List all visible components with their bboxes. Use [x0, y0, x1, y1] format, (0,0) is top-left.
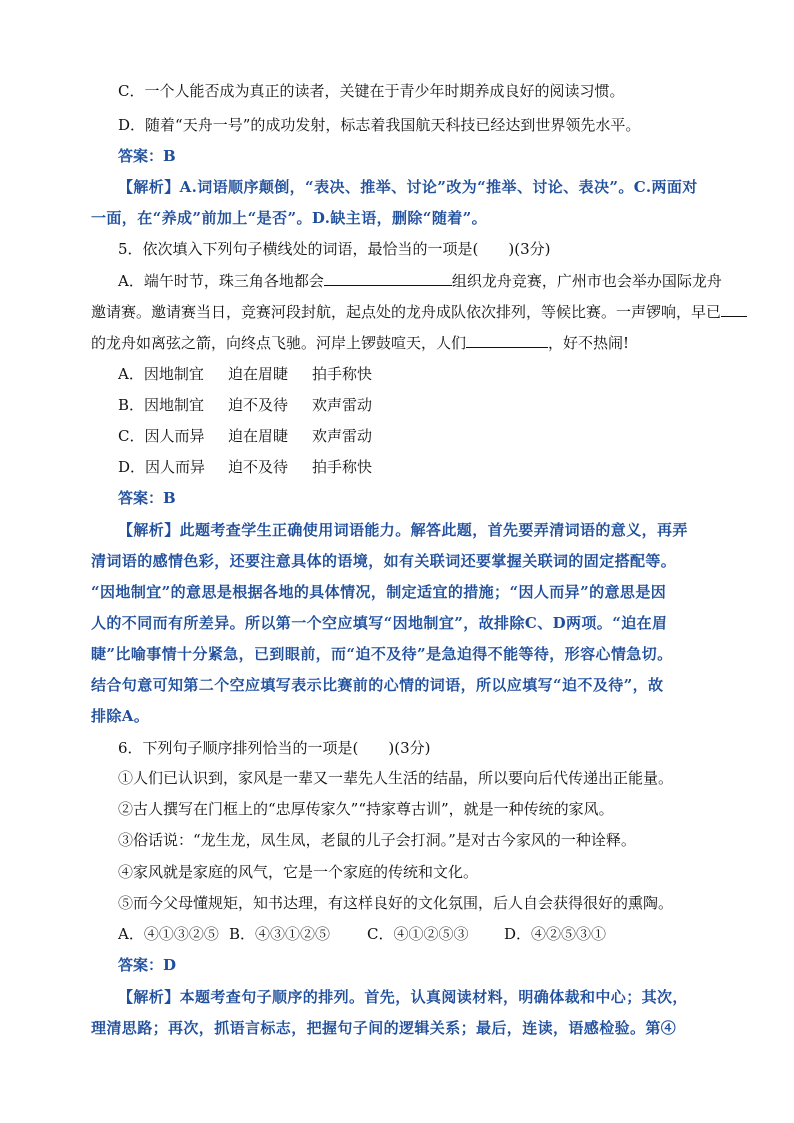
q5-option-b-word-3: 欢声雷动: [312, 396, 373, 414]
q6-options: [118, 924, 606, 944]
q5-option-c: [118, 426, 372, 446]
q5-option-b-word-1: B．因地制宜: [118, 396, 205, 414]
q5-passage-line-2: [91, 302, 747, 322]
q5-passage-text-3a: 的龙舟如离弦之箭，向终点飞驰。河岸上锣鼓喧天，人们: [91, 334, 467, 352]
q4-option-c: C．一个人能否成为真正的读者，关键在于青少年时期养成良好的阅读习惯。: [118, 82, 625, 100]
q5-option-c-word-1: C．因人而异: [118, 427, 205, 445]
q5-analysis-line-6: 结合句意可知第二个空应填写表示比赛前的心情的词语，所以应填写“迫不及待”，故: [91, 676, 664, 694]
q5-passage-text-1b: 组织龙舟竞赛，广州市也会举办国际龙舟: [451, 272, 722, 290]
q5-analysis-line-5: 睫”比喻事情十分紧急，已到眼前，而“迫不及待”是急迫得不能等待，形容心情急切。: [91, 645, 673, 663]
q5-blank-2: [721, 302, 747, 317]
q6-analysis-line-1: 【解析】本题考查句子顺序的排列。首先，认真阅读材料，明确体裁和中心；其次，: [118, 988, 688, 1006]
q5-option-d: [118, 457, 372, 477]
q6-option-c: C．④①②⑤③: [367, 925, 469, 943]
q5-analysis-line-1: 【解析】此题考查学生正确使用词语能力。解答此题，首先要弄清词语的意义，再弄: [118, 521, 688, 539]
q5-passage-text-2a: 邀请赛。邀请赛当日，竞赛河段封航，起点处的龙舟成队依次排列，等候比赛。一声锣响，早已: [91, 303, 722, 321]
q6-sentence-3: ③俗话说：“龙生龙，凤生凤，老鼠的儿子会打洞。”是对古今家风的一种诠释。: [118, 831, 636, 849]
q4-answer: 答案：B: [118, 147, 176, 165]
q5-option-a: [118, 364, 372, 384]
q6-stem: 6．下列句子顺序排列恰当的一项是( )(3分): [118, 739, 431, 757]
q6-sentence-5: ⑤而今父母懂规矩，知书达理，有这样良好的文化氛围，后人自会获得很好的熏陶。: [118, 894, 674, 912]
q6-answer: 答案：D: [118, 956, 177, 974]
q5-analysis-line-4: 人的不同而有所差异。所以第一个空应填写“因地制宜”，故排除C、D两项。“迫在眉: [91, 614, 668, 632]
q5-option-c-word-2: 迫在眉睫: [228, 427, 289, 445]
q4-analysis-line-1: 【解析】A.词语顺序颠倒，“表决、推举、讨论”改为“推举、讨论、表决”。C.两面对: [118, 178, 698, 196]
q5-passage-line-1: [118, 271, 722, 291]
q4-option-d: D．随着“天舟一号”的成功发射，标志着我国航天科技已经达到世界领先水平。: [118, 116, 641, 134]
q5-stem: 5．依次填入下列句子横线处的词语，最恰当的一项是( )(3分): [118, 240, 551, 258]
q5-blank-3: [466, 333, 548, 348]
q5-option-a-word-2: 迫在眉睫: [228, 365, 289, 383]
q5-option-d-word-2: 迫不及待: [228, 458, 289, 476]
q6-sentence-2: ②古人撰写在门框上的“忠厚传家久”“持家尊古训”，就是一种传统的家风。: [118, 800, 614, 818]
q6-sentence-1: ①人们已认识到，家风是一辈又一辈先人生活的结晶，所以要向后代传递出正能量。: [118, 769, 674, 787]
q5-passage-line-3: [91, 333, 629, 353]
q5-passage-text-1a: A．端午时节，珠三角各地都会: [118, 272, 324, 290]
q5-analysis-line-2: 清词语的感情色彩，还要注意具体的语境，如有关联词还要掌握关联词的固定搭配等。: [91, 552, 677, 570]
q6-option-b: B．④③①②⑤: [229, 925, 331, 943]
q6-analysis-line-2: 理清思路；再次，抓语言标志，把握句子间的逻辑关系；最后，连读，语感检验。第④: [91, 1019, 677, 1037]
q5-option-a-word-3: 拍手称快: [312, 365, 373, 383]
q5-option-c-word-3: 欢声雷动: [312, 427, 373, 445]
q5-answer: 答案：B: [118, 489, 176, 507]
q5-option-a-word-1: A．因地制宜: [118, 365, 204, 383]
q6-sentence-4: ④家风就是家庭的风气，它是一个家庭的传统和文化。: [118, 863, 479, 881]
q5-option-b: [118, 395, 372, 415]
q5-passage-text-3b: ，好不热闹!: [548, 334, 630, 352]
q5-analysis-line-3: “因地制宜”的意思是根据各地的具体情况，制定适宜的措施；“因人而异”的意思是因: [91, 583, 667, 601]
q6-option-d: D．④②⑤③①: [504, 925, 607, 943]
q6-option-a: A．④①③②⑤: [118, 925, 219, 943]
q5-blank-1: [324, 271, 452, 286]
q5-option-d-word-1: D．因人而异: [118, 458, 206, 476]
q5-analysis-line-7: 排除A。: [91, 707, 150, 725]
q5-option-b-word-2: 迫不及待: [228, 396, 289, 414]
q5-option-d-word-3: 拍手称快: [312, 458, 373, 476]
q4-analysis-line-2: 一面，在“养成”前加上“是否”。D.缺主语，删除“随着”。: [91, 209, 488, 227]
